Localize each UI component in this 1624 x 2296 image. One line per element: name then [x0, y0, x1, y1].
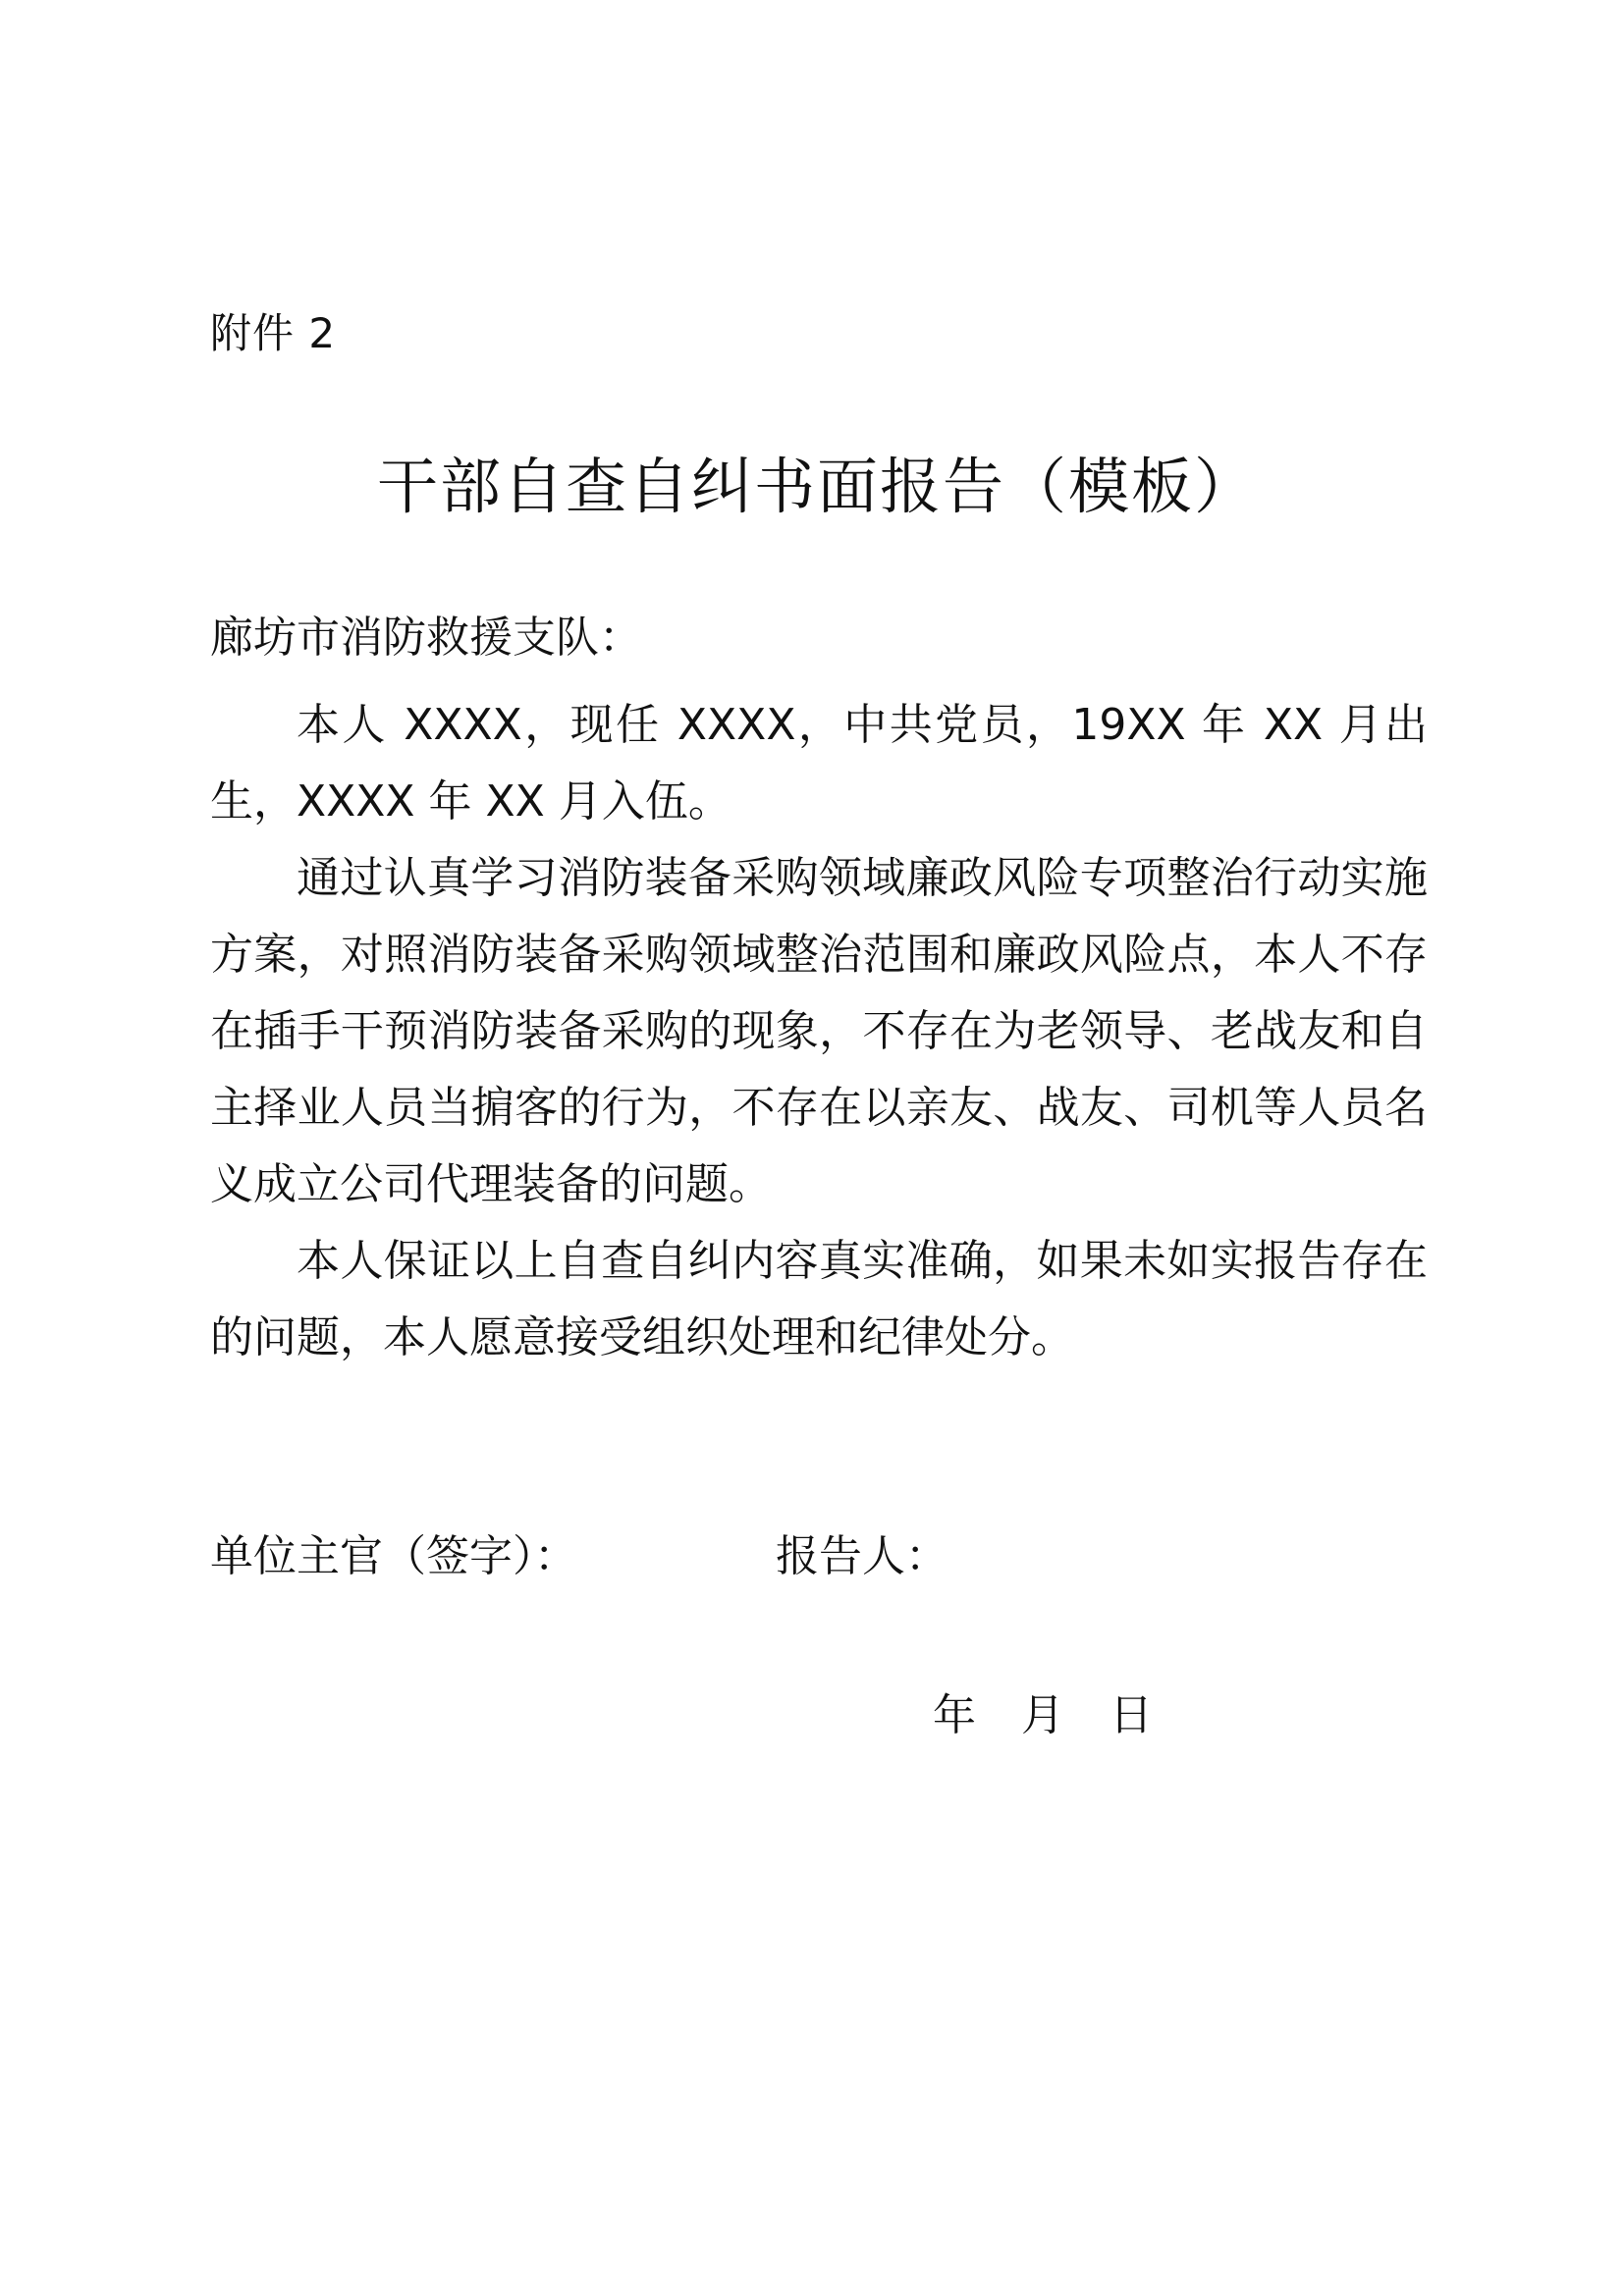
attachment-label: 附件 2 [210, 309, 337, 357]
reporter-label: 报告人： [776, 1531, 948, 1581]
supervisor-signature-label: 单位主官（签字）： [210, 1531, 577, 1581]
paragraph-self-check: 通过认真学习消防装备采购领域廉政风险专项整治行动实施方案，对照消防装备采购领域整治范围和廉政风险点，本人不存在插手干预消防装备采购的现象，不存在为老领导、老战友和自主择业人员当掮客的行为，不存在以亲友、战友、司机等人员名义成立公司代理装备的问题。 [210, 853, 1428, 1209]
date-day: 日 [1110, 1690, 1153, 1740]
report-body [210, 687, 1428, 1376]
paragraph-personal-info: 本人 XXXX，现任 XXXX，中共党员，19XX 年 XX 月出生，XXXX 年 XX 月入伍。 [210, 700, 1428, 827]
date-line [933, 1686, 1184, 1745]
paragraph-guarantee: 本人保证以上自查自纠内容真实准确，如果未如实报告存在的问题，本人愿意接受组织处理和纪律处分。 [210, 1236, 1428, 1362]
document-title: 干部自查自纠书面报告（模板） [376, 451, 1257, 522]
date-month: 月 [1021, 1690, 1064, 1740]
salutation: 廊坊市消防救援支队： [210, 613, 642, 663]
date-year: 年 [933, 1690, 976, 1740]
